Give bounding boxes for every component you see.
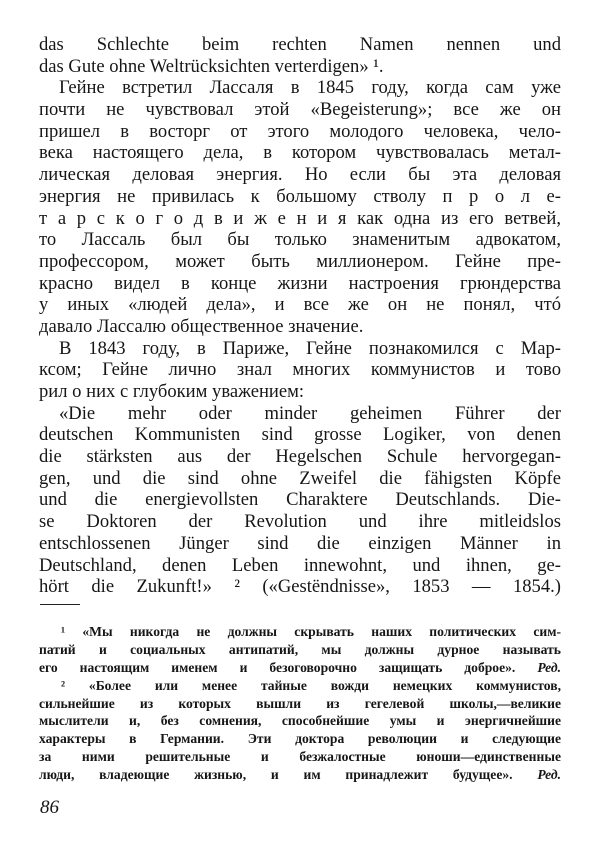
editor-mark: Ред.: [537, 659, 561, 675]
footnote-text: за ними решительные и безжалостные юноши—единственные: [39, 749, 561, 765]
footnote-line: [39, 766, 561, 784]
text-line: die stärksten aus der Hegelschen Schule hervorgegan-: [39, 446, 561, 468]
text-line: энергия не привилась к большому стволу п р о л е-: [39, 185, 561, 207]
footnote-line: [39, 623, 561, 641]
text-line: почти не чувствовал этой «Begeisterung»; все же он: [39, 99, 561, 121]
text-line: das Schlechte beim rechten Namen nennen und: [39, 34, 561, 55]
text-line: entschlossenen Jünger sind die einzigen Männer in: [39, 532, 561, 554]
footnote-line: [39, 641, 561, 659]
text-line: das Gute ohne Weltrücksichten verterdigen» ¹.: [39, 55, 384, 77]
text-line: gen, und die sind ohne Zweifel die fähigsten Köpfe: [39, 467, 561, 489]
text-line: hört die Zukunft!» ² («Gestëndnisse», 1853 — 1854.): [39, 576, 561, 598]
text-line: deutschen Kommunisten sind grosse Logiker, von denen: [39, 424, 561, 446]
main-text: [39, 34, 561, 598]
footnote-line: [39, 659, 561, 677]
footnote-line: [39, 748, 561, 766]
text-line: В 1843 году, в Париже, Гейне познакомился с Мар-: [59, 337, 561, 359]
text-line: Гейне встретил Лассаля в 1845 году, когда сам уже: [59, 77, 561, 99]
footnote-text: его настоящим именем и безоговорочно защищать доброе».: [39, 659, 516, 675]
editor-mark: Ред.: [537, 767, 562, 783]
text-line: und die energievollsten Charaktere Deutschlands. Die-: [39, 489, 561, 511]
text-line: пришел в восторг от этого молодого человека, чело-: [39, 120, 561, 142]
footnote-line: [39, 695, 561, 713]
text-line: ксом; Гейне лично знал многих коммунистов и тово: [39, 359, 561, 381]
text-line: давало Лассалю общественное значение.: [39, 315, 364, 337]
text-line: профессором, может быть миллионером. Гейне пре-: [39, 250, 561, 272]
footnote-line: [39, 730, 561, 748]
footnotes: [39, 623, 561, 784]
text-line: века настоящего дела, в котором чувствовалась метал-: [39, 142, 561, 164]
page-number: 86: [40, 797, 59, 818]
text-line: лическая деловая энергия. Но если бы эта деловая: [39, 164, 561, 186]
footnote-text: ² «Более или менее тайные вожди немецких коммунистов,: [61, 677, 561, 693]
footnote-text: мыслители и, без сомнения, способнейшие умы и энергичнейшие: [39, 713, 561, 729]
footnote-line: [39, 712, 561, 730]
text-line: Deutschland, denen Leben innewohnt, und ihnen, ge-: [39, 554, 561, 576]
text-line: se Doktoren der Revolution und ihre mitleidslos: [39, 511, 561, 533]
text-line: т а р с к о г о д в и ж е н и я как одна из его ветвей,: [39, 207, 561, 229]
text-line: рил о них с глубоким уважением:: [39, 381, 305, 402]
footnote-text: ¹ «Мы никогда не должны скрывать наших политических сим-: [61, 624, 561, 639]
text-line: красно видел в конце жизни настроения грюндерства: [39, 272, 561, 294]
footnote-text: сильнейшие из которых вышли из гегелевой школы,—великие: [39, 695, 561, 711]
text-line: «Die mehr oder minder geheimen Führer der: [59, 402, 561, 424]
footnote-divider: [40, 604, 80, 605]
footnote-line: [39, 677, 561, 695]
text-line: то Лассаль был бы только знаменитым адвокатом,: [39, 229, 561, 251]
footnote-text: патий и социальных антипатий, мы должны дурное называть: [39, 641, 561, 657]
footnote-text: характеры в Германии. Эти доктора революции и следующие: [39, 731, 561, 747]
footnote-text: люди, владеющие жизнью, и им принадлежит будущее».: [39, 767, 513, 783]
text-line: у иных «людей дела», и все же он не понял, чтó: [39, 294, 561, 316]
